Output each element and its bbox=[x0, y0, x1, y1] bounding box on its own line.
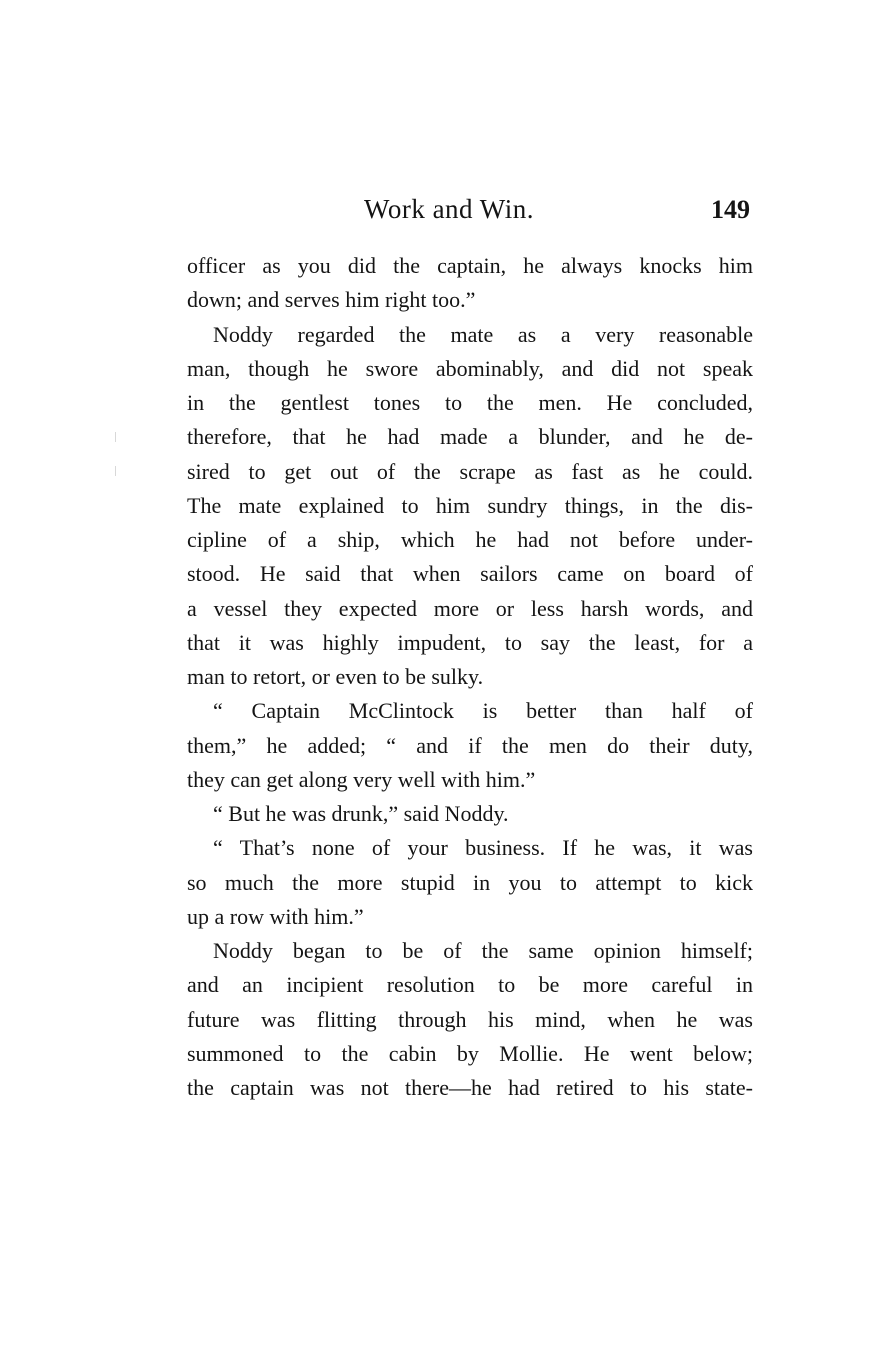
text-line: Noddy began to be of the same opinion himself; bbox=[213, 938, 753, 963]
text-line: officer as you did the captain, he always knocks him bbox=[187, 253, 753, 278]
text-line: and an incipient resolution to be more careful in bbox=[187, 972, 753, 998]
body-text bbox=[187, 249, 753, 1105]
text-line: stood. He said that when sailors came on board of bbox=[187, 561, 753, 587]
text-line: a vessel they expected more or less harsh words, and bbox=[187, 595, 753, 621]
text-line: The mate explained to him sundry things, in the dis- bbox=[187, 492, 753, 518]
margin-speck bbox=[115, 432, 116, 442]
text-line: so much the more stupid in you to attempt to kick bbox=[187, 869, 753, 895]
text-line: them,” he added; “ and if the men do their duty, bbox=[187, 732, 753, 758]
text-line: that it was highly impudent, to say the least, for a bbox=[187, 629, 753, 655]
text-line: future was flitting through his mind, when he was bbox=[187, 1006, 753, 1032]
text-line: cipline of a ship, which he had not before under- bbox=[187, 527, 753, 552]
running-head bbox=[0, 194, 883, 234]
page-number: 149 bbox=[711, 195, 750, 224]
text-line: Noddy regarded the mate as a very reasonable bbox=[213, 321, 753, 347]
text-line: in the gentlest tones to the men. He concluded, bbox=[187, 390, 753, 415]
text-line: “ Captain McClintock is better than half of bbox=[213, 698, 753, 724]
text-line: up a row with him.” bbox=[187, 903, 364, 929]
text-line: down; and serves him right too.” bbox=[187, 287, 476, 313]
running-head-title: Work and Win. bbox=[364, 194, 534, 224]
text-line: man to retort, or even to be sulky. bbox=[187, 664, 484, 689]
text-line: “ But he was drunk,” said Noddy. bbox=[213, 801, 509, 826]
text-line: the captain was not there—he had retired to his state- bbox=[187, 1075, 753, 1100]
text-line: they can get along very well with him.” bbox=[187, 766, 536, 792]
text-line: “ That’s none of your business. If he was, it was bbox=[213, 835, 753, 861]
text-line: man, though he swore abominably, and did not speak bbox=[187, 355, 753, 381]
text-line: summoned to the cabin by Mollie. He went below; bbox=[187, 1040, 753, 1066]
text-line: sired to get out of the scrape as fast as he could. bbox=[187, 458, 753, 484]
text-line: therefore, that he had made a blunder, and he de- bbox=[187, 424, 753, 450]
margin-speck bbox=[115, 466, 116, 476]
